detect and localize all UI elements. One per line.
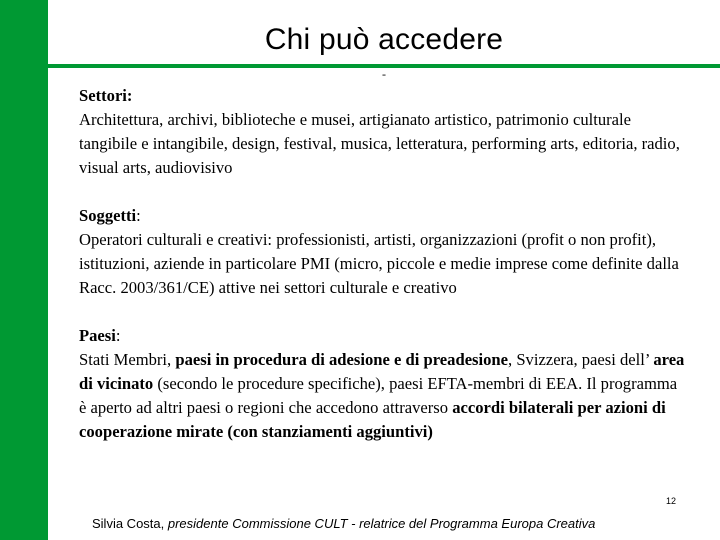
settori-heading: Settori:: [79, 86, 133, 105]
footer-role: presidente Commissione CULT - relatrice del Programma Europa Creativa: [167, 516, 596, 531]
divider-tick: -: [382, 67, 386, 81]
section-paesi: [79, 324, 685, 444]
section-settori: [79, 84, 685, 180]
paesi-text-3: (secondo le procedure specifiche), paesi EFTA-membri di EEA. Il programma è aperto ad altri paesi o regioni che accedono attraverso: [79, 374, 678, 417]
paesi-bold-1: paesi in procedura di adesione e di preadesione: [175, 350, 509, 369]
paesi-text-2: , Svizzera, paesi dell’: [508, 350, 654, 369]
slide-title: Chi può accedere: [264, 23, 504, 56]
settori-text: Architettura, archivi, biblioteche e musei, artigianato artistico, patrimonio culturale tangibile e intangibile, design, festival, musica, letteratura, performing arts, editoria, radio, visual arts, audiovisivo: [79, 110, 680, 177]
soggetti-text: Operatori culturali e creativi: professionisti, artisti, organizzazioni (profit o non profit), istituzioni, aziende in particolare PMI (micro, piccole e medie imprese come definite dalla Racc. 2003/361/CE) attive nei settori culturale e creativo: [79, 230, 679, 297]
paesi-heading: Paesi: [79, 326, 116, 345]
soggetti-heading: Soggetti: [79, 206, 137, 225]
paesi-bold-3: accordi bilaterali per azioni di cooperazione mirate (con stanziamenti aggiuntivi): [79, 398, 666, 441]
soggetti-colon: :: [136, 206, 141, 225]
footer-comma: ,: [160, 516, 168, 531]
footer: [92, 516, 595, 531]
section-soggetti: [79, 204, 685, 300]
paesi-bold-2: area di vicinato: [79, 350, 685, 393]
paesi-colon: :: [115, 326, 121, 345]
page-number: 12: [665, 496, 676, 506]
paesi-text-1: Stati Membri,: [79, 350, 176, 369]
slide-content: [79, 84, 685, 468]
footer-name: Silvia Costa: [92, 516, 161, 531]
